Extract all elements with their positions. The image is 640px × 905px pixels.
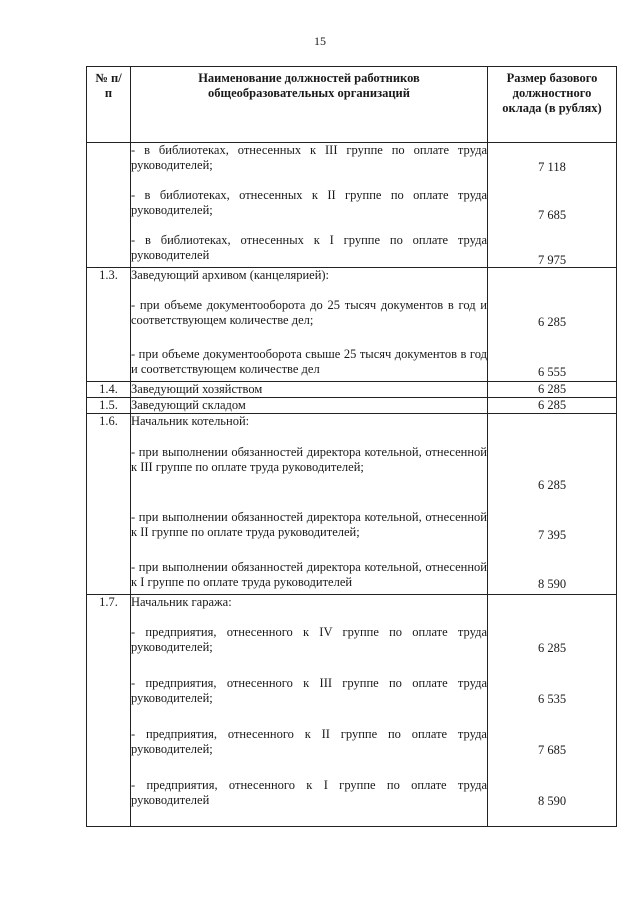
list-item: - в библиотеках, отнесенных к II группе по оплате труда руководителей; [131, 188, 487, 217]
salary-table [86, 66, 617, 827]
salary-value: 7 685 [537, 743, 567, 757]
row-num: 1.4. [87, 382, 131, 398]
table-row [87, 398, 617, 414]
row-title: Начальник гаража: [131, 595, 232, 609]
row-name [131, 414, 488, 595]
row-num [87, 143, 131, 268]
salary-value: 7 975 [537, 253, 567, 267]
list-item: - предприятия, отнесенного к I группе по оплате труда руководителей [131, 778, 487, 807]
row-num: 1.5. [87, 398, 131, 414]
salary-value: 6 285 [537, 478, 567, 492]
list-item: - при объеме документооборота до 25 тысяч документов в год и соответствующем количестве дел; [131, 298, 487, 327]
row-salary [488, 268, 617, 382]
list-item: - предприятия, отнесенного к IV группе по оплате труда руководителей; [131, 625, 487, 654]
list-item: - предприятия, отнесенного к III группе по оплате труда руководителей; [131, 676, 487, 705]
row-title: Заведующий архивом (канцелярией): [131, 268, 330, 282]
salary-value: 7 118 [538, 160, 566, 174]
table-row [87, 382, 617, 398]
list-item: - в библиотеках, отнесенных к I группе по оплате труда руководителей [131, 233, 487, 262]
row-salary [488, 595, 617, 827]
salary-value: 6 555 [537, 365, 567, 379]
list-item: - при выполнении обязанностей директора котельной, отнесенной к III группе по оплате труда руководителей; [131, 445, 487, 474]
row-name [131, 143, 488, 268]
table-row [87, 414, 617, 595]
row-name [131, 268, 488, 382]
salary-value: 6 285 [488, 382, 617, 398]
salary-value: 6 285 [488, 398, 617, 414]
salary-value: 6 285 [537, 641, 567, 655]
salary-value: 7 395 [537, 528, 567, 542]
salary-value: 8 590 [537, 794, 567, 808]
row-name: Заведующий хозяйством [131, 382, 488, 398]
page-number: 15 [314, 34, 326, 48]
header-name: Наименование должностей работников общеобразовательных организаций [131, 67, 488, 143]
list-item: - при объеме документооборота свыше 25 тысяч документов в год и соответствующем количестве дел [131, 347, 487, 376]
row-num: 1.7. [87, 595, 131, 827]
header-num: № п/п [87, 67, 131, 143]
row-name: Заведующий складом [131, 398, 488, 414]
row-salary [488, 414, 617, 595]
row-num: 1.6. [87, 414, 131, 595]
row-salary [488, 143, 617, 268]
row-num: 1.3. [87, 268, 131, 382]
table-row [87, 595, 617, 827]
list-item: - предприятия, отнесенного к II группе по оплате труда руководителей; [131, 727, 487, 756]
row-title: Начальник котельной: [131, 414, 250, 428]
table-row [87, 268, 617, 382]
salary-value: 6 535 [537, 692, 567, 706]
list-item: - при выполнении обязанностей директора котельной, отнесенной к II группе по оплате труда руководителей; [131, 510, 487, 539]
table-header-row [87, 67, 617, 143]
list-item: - в библиотеках, отнесенных к III группе по оплате труда руководителей; [131, 143, 487, 172]
row-name [131, 595, 488, 827]
salary-value: 8 590 [537, 577, 567, 591]
salary-value: 7 685 [537, 208, 567, 222]
salary-value: 6 285 [537, 315, 567, 329]
table-row [87, 143, 617, 268]
header-salary: Размер базового должностного оклада (в рублях) [488, 67, 617, 143]
list-item: - при выполнении обязанностей директора котельной, отнесенной к I группе по оплате труда руководителей [131, 560, 487, 589]
